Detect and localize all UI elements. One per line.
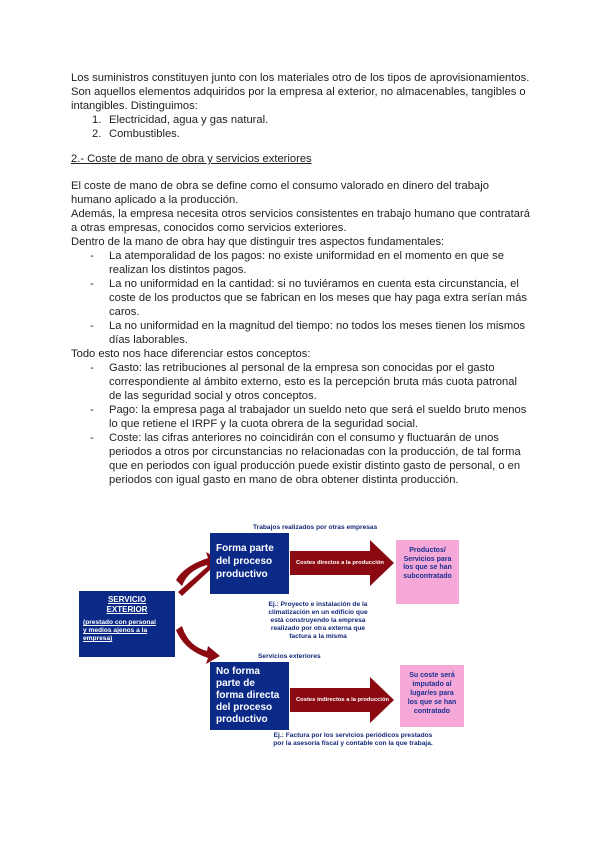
coste-imputado-box — [400, 665, 464, 727]
list-text: La atemporalidad de los pagos: no existe uniformidad en el momento en que se — [109, 250, 504, 262]
example-line: Ej.: Proyecto e instalación de la — [268, 601, 368, 608]
paragraph-line: Los suministros constituyen junto con los materiales otro de los tipos de aprovisionamientos. — [71, 72, 530, 84]
paragraph-line: Todo esto nos hace diferenciar estos conceptos: — [71, 348, 311, 360]
list-number: 2. — [92, 128, 102, 140]
dash-bullet: - — [90, 362, 94, 374]
dash-bullet: - — [90, 432, 94, 444]
list-text: Combustibles. — [109, 128, 180, 140]
example-line: por la asesoría fiscal y contable con la que trabaja. — [273, 740, 433, 747]
list-text: Electricidad, agua y gas natural. — [109, 114, 269, 126]
box-text: Servicios para — [403, 555, 452, 563]
paragraph-line: El coste de mano de obra se define como el consumo valorado en dinero del trabajo — [71, 180, 489, 192]
list-text: La no uniformidad en la cantidad: si no tuviéramos en cuenta esta circunstancia, el — [109, 278, 519, 290]
paragraph-line: Son aquellos elementos adquiridos por la empresa al exterior, no almacenables, tangibles o — [71, 86, 526, 98]
example-line: factura a la misma — [289, 633, 347, 640]
dash-bullet: - — [90, 320, 94, 332]
paragraph-line: Además, la empresa necesita otros servicios consistentes en trabajo humano que contratará — [71, 208, 530, 220]
list-text: Gasto: las retribuciones al personal de la empresa son conocidas por el gasto — [109, 362, 495, 374]
no-forma-parte-box — [210, 662, 289, 730]
box-title: del proceso — [216, 702, 273, 713]
list-text: periodos a otros por circunstancias no relacionadas con la producción, de tal forma — [109, 446, 521, 458]
box-title: SERVICIO — [107, 595, 147, 604]
list-text: Pago: la empresa paga al trabajador un sueldo neto que será el sueldo bruto menos — [109, 404, 527, 416]
box-text: Productos/ — [409, 547, 446, 554]
box-title: productivo — [216, 569, 268, 580]
middle-caption: Servicios exteriores — [258, 653, 321, 660]
box-subtitle: y medios ajenos a la — [83, 627, 148, 634]
list-text: periodos con igual gasto en mano de obra obtener distinta producción. — [109, 474, 459, 486]
example-line: realizado por otra externa que — [270, 625, 366, 632]
list-text: caros. — [109, 306, 140, 318]
list-number: 1. — [92, 114, 102, 126]
box-title: productivo — [216, 714, 268, 725]
forma-parte-box — [210, 533, 289, 594]
box-title: Forma parte — [216, 543, 274, 554]
box-text: contratado — [413, 708, 451, 715]
paragraph-line: Dentro de la mano de obra hay que distinguir tres aspectos fundamentales: — [71, 236, 445, 248]
list-text: lo que retiene el IRPF y la cuota obrera de la seguridad social. — [109, 418, 419, 430]
paragraph-line: intangibles. Distinguimos: — [71, 100, 198, 112]
paragraph-line: humano aplicado a la producción. — [71, 194, 239, 206]
servicio-exterior-box — [79, 591, 175, 657]
box-text: subcontratado — [403, 572, 452, 580]
example-line: está construyendo la empresa — [270, 617, 366, 624]
section-heading: 2.- Coste de mano de obra y servicios exteriores — [71, 153, 312, 165]
example-line: Ej.: Factura por los servicios periódicos prestados — [273, 732, 433, 739]
box-title: parte de — [216, 678, 255, 689]
list-text: realizan los distintos pagos. — [109, 264, 247, 276]
list-text: coste de los productos que se fabrican en los meses que hay paga extra serían más — [109, 292, 527, 304]
box-text: los que se han — [407, 699, 457, 706]
box-text: lugar/es para — [410, 690, 454, 697]
box-text: los que se han — [403, 564, 452, 571]
box-text: imputado al — [412, 681, 452, 688]
list-text: correspondiente al ámbito externo, esto es la percepción bruta más cuota patronal — [109, 376, 517, 388]
box-title: del proceso — [216, 556, 273, 567]
top-caption: Trabajos realizados por otras empresas — [253, 524, 378, 531]
box-text: Su coste será — [409, 672, 455, 679]
list-text: días laborables. — [109, 334, 188, 346]
list-text: Coste: las cifras anteriores no coincidirán con el consumo y fluctuarán de unos — [109, 432, 499, 444]
box-title: No forma — [216, 666, 260, 677]
upper-example — [258, 601, 378, 641]
list-text: La no uniformidad en la magnitud del tiempo: no todos los meses tienen los mismos — [109, 320, 526, 332]
curved-arrow-down-shape — [176, 626, 220, 664]
list-text: de las seguridad social y otros conceptos. — [109, 390, 317, 402]
box-title: EXTERIOR — [106, 604, 148, 614]
paragraph-line: a otras empresas, conocidos como servicios exteriores. — [71, 222, 347, 234]
example-line: climatización en un edificio que — [268, 609, 368, 616]
list-text: que en periodos con igual producción puede existir distinto gasto de personal, o en — [109, 460, 521, 472]
arrow-label: Costes indirectos a la producción — [296, 697, 390, 703]
productos-box — [396, 540, 459, 604]
box-title: forma directa — [216, 690, 280, 701]
arrow-label: Costes directos a la producción — [296, 560, 384, 566]
box-subtitle: (prestado con personal — [83, 619, 156, 626]
box-subtitle: empresa) — [83, 635, 113, 642]
dash-bullet: - — [90, 278, 94, 290]
dash-bullet: - — [90, 250, 94, 262]
dash-bullet: - — [90, 404, 94, 416]
lower-example — [253, 732, 453, 748]
